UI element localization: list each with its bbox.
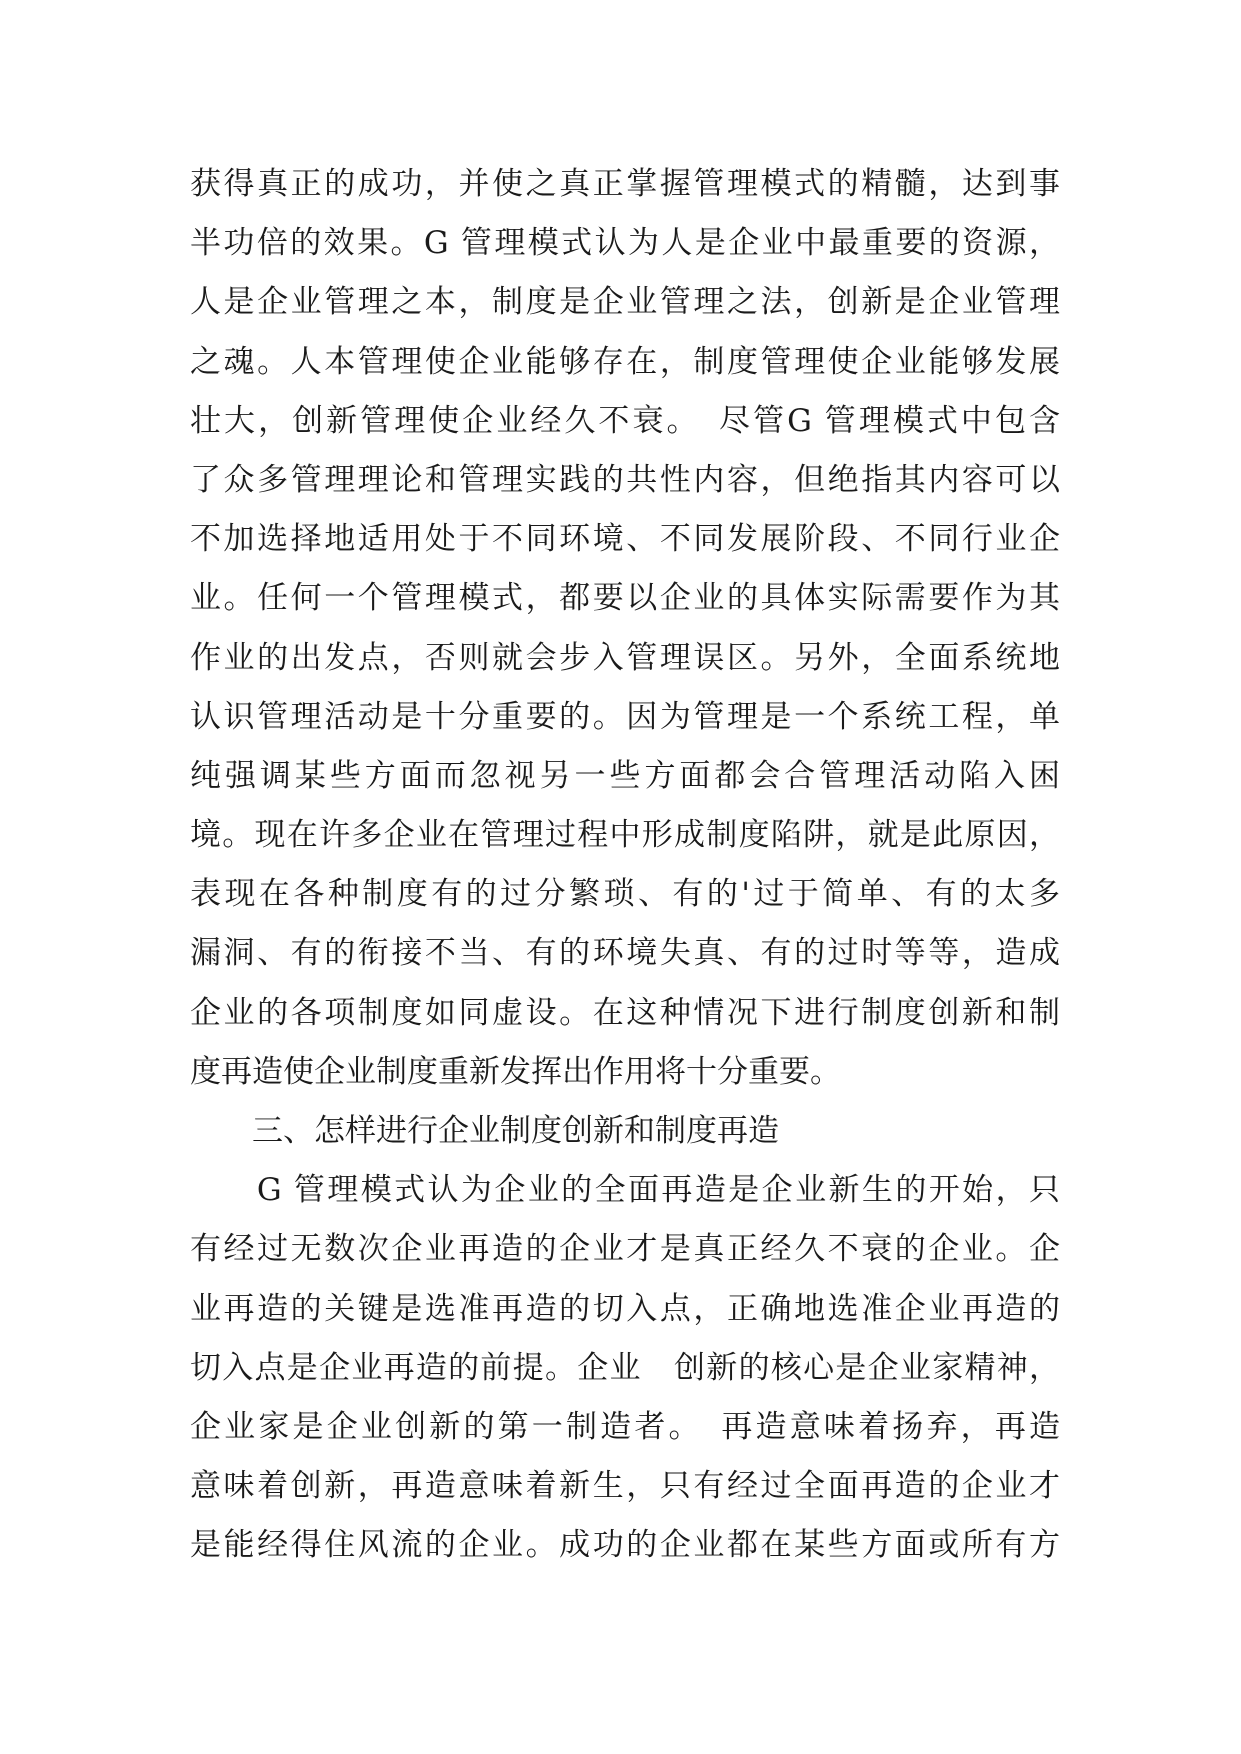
text-line: 是能经得住风流的企业。成功的企业都在某些方面或所有方 <box>190 1527 1060 1564</box>
text-line: 纯强调某些方面而忽视另一些方面都会合管理活动陷入困 <box>190 757 1060 794</box>
text-line: 半功倍的效果。G 管理模式认为人是企业中最重要的资源， <box>190 225 1060 262</box>
text-line: 业。任何一个管理模式，都要以企业的具体实际需要作为其 <box>190 580 1060 617</box>
text-line: 有经过无数次企业再造的企业才是真正经久不衰的企业。企 <box>190 1231 1060 1268</box>
text-line: 意味着创新，再造意味着新生，只有经过全面再造的企业才 <box>190 1468 1060 1505</box>
text-line: G 管理模式认为企业的全面再造是企业新生的开始，只 <box>190 1172 1060 1209</box>
text-line: 人是企业管理之本，制度是企业管理之法，创新是企业管理 <box>190 284 1060 321</box>
text-line: 切入点是企业再造的前提。企业 创新的核心是企业家精神， <box>190 1349 1060 1386</box>
text-line: 壮大，创新管理使企业经久不衰。 尽管G 管理模式中包含 <box>190 402 1060 439</box>
text-line: 获得真正的成功，并使之真正掌握管理模式的精髓，达到事 <box>190 166 1060 202</box>
text-line: 了众多管理理论和管理实践的共性内容，但绝指其内容可以 <box>190 461 1060 498</box>
text-line: 之魂。人本管理使企业能够存在，制度管理使企业能够发展 <box>190 343 1060 380</box>
text-line: 企业的各项制度如同虚设。在这种情况下进行制度创新和制 <box>190 994 1060 1031</box>
text-line: 企业家是企业创新的第一制造者。 再造意味着扬弃，再造 <box>190 1408 1060 1445</box>
body-text <box>190 155 1060 1576</box>
text-line: 漏洞、有的衔接不当、有的环境失真、有的过时等等，造成 <box>190 935 1060 972</box>
text-line: 业再造的关键是选准再造的切入点，正确地选准企业再造的 <box>190 1290 1060 1327</box>
text-line: 表现在各种制度有的过分繁琐、有的'过于简单、有的太多 <box>190 876 1060 913</box>
section-heading: 三、怎样进行企业制度创新和制度再造 <box>190 1113 779 1149</box>
paragraph-end-line: 度再造使企业制度重新发挥出作用将十分重要。 <box>190 1053 841 1090</box>
text-line: 认识管理活动是十分重要的。因为管理是一个系统工程，单 <box>190 698 1060 735</box>
text-line: 作业的出发点，否则就会步入管理误区。另外，全面系统地 <box>190 639 1060 676</box>
text-line: 不加选择地适用处于不同环境、不同发展阶段、不同行业企 <box>190 521 1060 558</box>
text-line: 境。现在许多企业在管理过程中形成制度陷阱，就是此原因， <box>190 817 1060 854</box>
